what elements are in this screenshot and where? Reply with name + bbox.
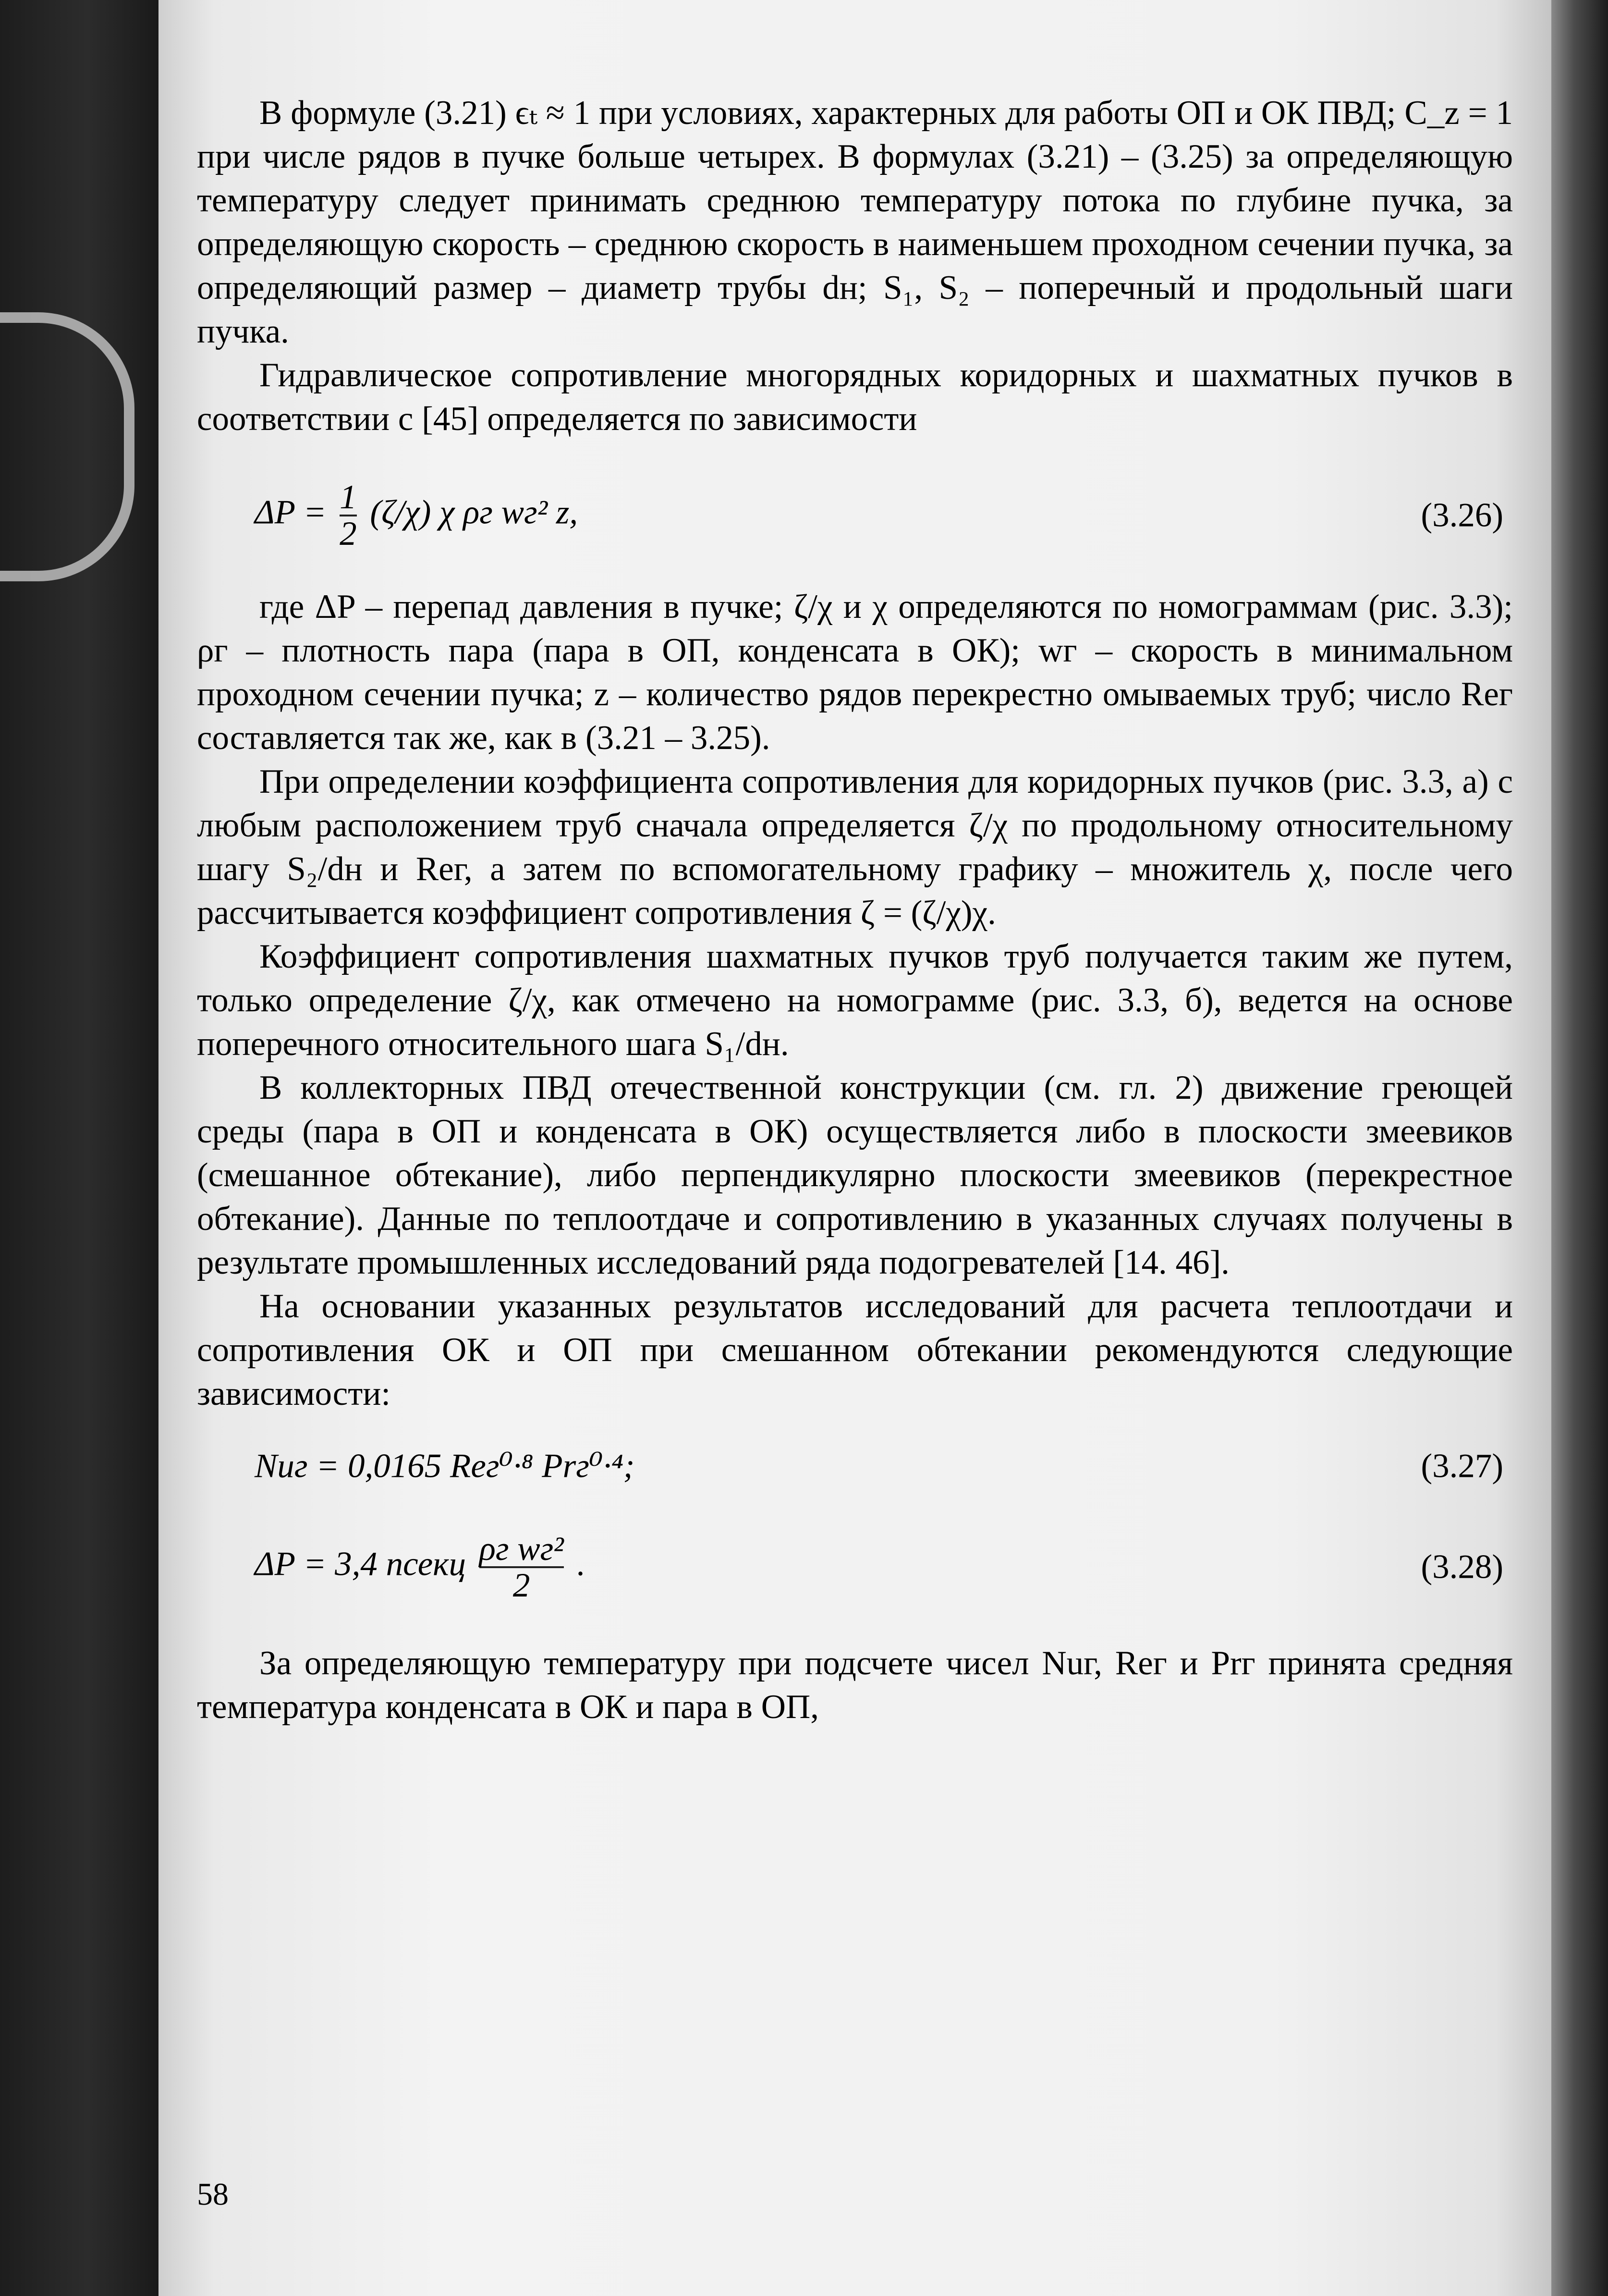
page-edge-shadow — [1551, 0, 1608, 2296]
equation-number: (3.27) — [1421, 1447, 1503, 1485]
formula-part: ΔP = 3,4 nсекц — [255, 1545, 466, 1583]
page-text — [197, 91, 1513, 1729]
fraction — [479, 1532, 564, 1603]
paragraph: В формуле (3.21) ϵₜ ≈ 1 при условиях, характерных для работы ОП и ОК ПВД; C_z = 1 при числе рядов в пучке больше четырех. В формулах (3.21) – (3.25) за определяющую температуру следует принимать среднюю температуру потока по глубине пучка, за определяющую скорость – среднюю скорость в наименьшем проходном сечении пучка, за определяющий размер – диаметр трубы dн; S₁, S₂ – поперечный и продольный шаги пучка. — [197, 94, 1513, 350]
formula-3-28 — [197, 1507, 1513, 1627]
page-number: 58 — [197, 2177, 229, 2212]
fraction-denominator: 2 — [340, 515, 357, 553]
equation-number: (3.28) — [1421, 1548, 1503, 1586]
paragraph: Коэффициент сопротивления шахматных пучков труб получается таким же путем, только определение ζ/χ, как отмечено на номограмме (рис. 3.3, б), ведется на основе поперечного относительного шага S₁/dн. — [197, 938, 1513, 1063]
paragraph: При определении коэффициента сопротивления для коридорных пучков (рис. 3.3, а) с любым расположением труб сначала определяется ζ/χ по продольному относительному шагу S₂/dн и Reг, а затем по вспомогательному графику – множитель χ, после чего рассчитывается коэффициент сопротивления ζ = (ζ/χ)χ. — [197, 763, 1513, 932]
paragraph: где ΔP – перепад давления в пучке; ζ/χ и χ определяются по номограммам (рис. 3.3); ρг – плотность пара (пара в ОП, конденсата в ОК); wг – скорость в минимальном проходном сечении пучка; z – количество рядов перекрестно омываемых труб; число Reг составляется так же, как в (3.21 – 3.25). — [197, 588, 1513, 757]
fraction-denominator: 2 — [479, 1566, 564, 1603]
paragraph: На основании указанных результатов исследований для расчета теплоотдачи и сопротивления ОК и ОП при смешанном обтекании рекомендуются следующие зависимости: — [197, 1288, 1513, 1412]
formula-3-26 — [197, 451, 1513, 580]
formula-part: Nuг = 0,0165 Reг⁰·⁸ Prг⁰·⁴; — [255, 1447, 635, 1485]
formula-part: (ζ/χ) χ ρг wг² z, — [370, 493, 578, 531]
paper-clip — [0, 312, 134, 581]
equation-number: (3.26) — [1421, 496, 1503, 534]
fraction — [340, 480, 357, 551]
paragraph: В коллекторных ПВД отечественной конструкции (см. гл. 2) движение греющей среды (пара в ОП и конденсата в ОК) осуществляется либо в плоскости змеевиков (смешанное обтекание), либо перпендикулярно плоскости змеевиков (перекрестное обтекание). Данные по теплоотдаче и сопротивлению в указанных случаях получены в результате промышленных исследований ряда подогревателей [14. 46]. — [197, 1069, 1513, 1281]
formula-part: ΔP = — [255, 493, 327, 531]
formula-3-27 — [197, 1430, 1513, 1502]
fraction-numerator: ρг wг² — [479, 1530, 564, 1568]
fraction-numerator: 1 — [340, 479, 357, 516]
paragraph: За определяющую температуру при подсчете чисел Nuг, Reг и Prг принята средняя температура конденсата в ОК и пара в ОП, — [197, 1645, 1513, 1726]
paragraph: Гидравлическое сопротивление многорядных коридорных и шахматных пучков в соответствии с [45] определяется по зависимости — [197, 356, 1513, 438]
formula-part: . — [577, 1545, 586, 1583]
